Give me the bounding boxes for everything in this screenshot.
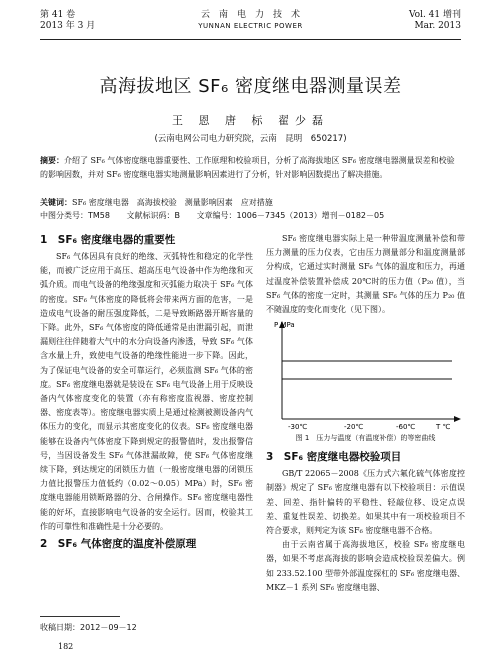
- authors: 王 恩 唐 标 翟少磊: [172, 114, 329, 127]
- y-axis-label: P MPa: [274, 321, 295, 330]
- journal-volume: 第 41 卷 2013 年 3 月: [40, 10, 96, 31]
- page-number: 182: [58, 642, 74, 651]
- section-3-paragraph: 由于云南省属于高海拔地区，校验 SF₆ 密度继电器，如果不考虑高海拔的影响会造成校验误差偏大。例如 233.52.100 型带外部温度探杠的 SF₆ 密度继电器、MKZ－1 系列 SF₆ 密度继电器、: [266, 540, 465, 592]
- abstract-text: 介绍了 SF₆ 气体密度继电器重要性、工作原理和校验项目，分析了高海拔地区 SF₆ 密度继电器测量误差和校验的影响因数，并对 SF₆ 密度继电器实地测量影响因素进行了分析，针对影响因数提出了解决措施。: [40, 156, 455, 179]
- figure-caption: 图 1 压力与温度（有温度补偿）的等密曲线: [295, 434, 436, 443]
- classification-line: [40, 210, 461, 222]
- header-rule: [40, 39, 461, 40]
- abstract: [40, 154, 461, 182]
- keywords: [40, 197, 461, 209]
- x-axis-arrow: [454, 416, 461, 422]
- section-3-paragraph: GB/T 22065－2008《压力式六氟化硫气体密度控制器》规定了 SF₆ 密度继电器有以下校验项目：示值误差、回差、指针偏转的平稳性、轻敲位移、设定点误差、重复性误差、切换差。如果其中有一项校验项目不符合要求，则判定为该 SF₆ 密度继电器不合格。: [266, 469, 465, 536]
- figure-1: [266, 319, 465, 449]
- paper-title: 高海拔地区 SF₆ 密度继电器测量误差: [99, 76, 402, 97]
- document-code: 文献标识码：B: [126, 211, 181, 220]
- footnote-rule: [40, 616, 120, 617]
- section-3-heading: 3 SF₆ 密度继电器校验项目: [266, 451, 402, 464]
- right-column: [266, 232, 465, 595]
- abstract-label: 摘要：: [40, 156, 64, 165]
- clc-number: 中图分类号：TM58: [40, 211, 110, 220]
- affiliation: (云南电网公司电力研究院，云南 昆明 650217): [154, 134, 347, 144]
- received-date: 收稿日期：2012－09－12: [40, 623, 137, 632]
- section-1-paragraph: SF₆ 气体因具有良好的绝缘、灭弧特性和稳定的化学性能，而被广泛应用于高压、超高压电气设备中作为绝缘和灭弧介质。而电气设备的绝缘强度和灭弧能力取决于 SF₆ 气体的密度。SF₆ 气体密度的降低将会带来两方面的危害，一是造成电气设备的耐压强度降低，二是导致断路器开断容量的下降。此外，SF₆ 气体密度的降低通常是由泄漏引起，而泄漏则往往伴随着大气中的水分向设备内渗透，导致 SF₆ 气体含水量上升，致使电气设备的绝缘性能进一步下降。因此，为了保证电气设备的安全可靠运行，必须监测 SF₆ 气体的密度。SF₆ 密度继电器就是装设在 SF₆ 电气设备上用于反映设备内气体密度变化的装置（亦有称密度监视器、密度控制器、密度表等）。密度继电器实质上是通过检测被测设备内气体压力的变化，而显示其密度变化的仪表。SF₆ 密度继电器能够在设备内气体密度下降到规定的报警值时，发出报警信号，当因设备发生 SF₆ 气体泄漏故障，使 SF₆ 气体密度继续下降，到达规定的闭锁压力值（一般密度继电器的闭锁压力值比报警压力值低约（0.02～0.05）MPa）时，SF₆ 密度继电器能用锁断路器的分、合闸操作。SF₆ 密度继电器性能的好坏，直接影响电气设备的安全运行。因而，校验其工作的可靠性和准确性是十分必要的。: [40, 252, 253, 531]
- x-tick-label: -20℃: [344, 423, 364, 432]
- x-axis-label: T ℃: [436, 423, 451, 432]
- article-number: 文章编号：1006－7345（2013）增刊－0182－05: [196, 211, 385, 220]
- left-column: [40, 232, 253, 554]
- section-2-paragraph: SF₆ 密度继电器实际上是一种带温度测量补偿和带压力测量的压力仪表，它由压力测量部分和温度测量部分构成，它通过实时测量 SF₆ 气体的温度和压力，再通过温度补偿装置补偿成 20℃时的压力值（P₂₀ 值），当 SF₆ 气体的密度一定时，其测量 SF₆ 气体的压力 P₂₀ 值不随温度的变化而变化（见下图）。: [266, 234, 465, 315]
- journal-name: 云 南 电 力 技 术 YUNNAN ELECTRIC POWER: [198, 10, 303, 30]
- section-2-heading: 2 SF₆ 气体密度的温度补偿原理: [40, 538, 197, 551]
- running-header: [40, 8, 461, 40]
- isodensity-plot: [266, 319, 465, 431]
- keywords-text: SF₆ 密度继电器 高海拔校验 测量影响因素 应对措施: [72, 198, 273, 207]
- journal-issue: Vol. 41 增刊 Mar. 2013: [408, 10, 461, 31]
- x-tick-label: -30℃: [288, 423, 308, 432]
- section-1-heading: 1 SF₆ 密度继电器的重要性: [40, 234, 176, 246]
- keywords-label: 关键词：: [40, 198, 72, 207]
- x-tick-label: -60℃: [396, 423, 416, 432]
